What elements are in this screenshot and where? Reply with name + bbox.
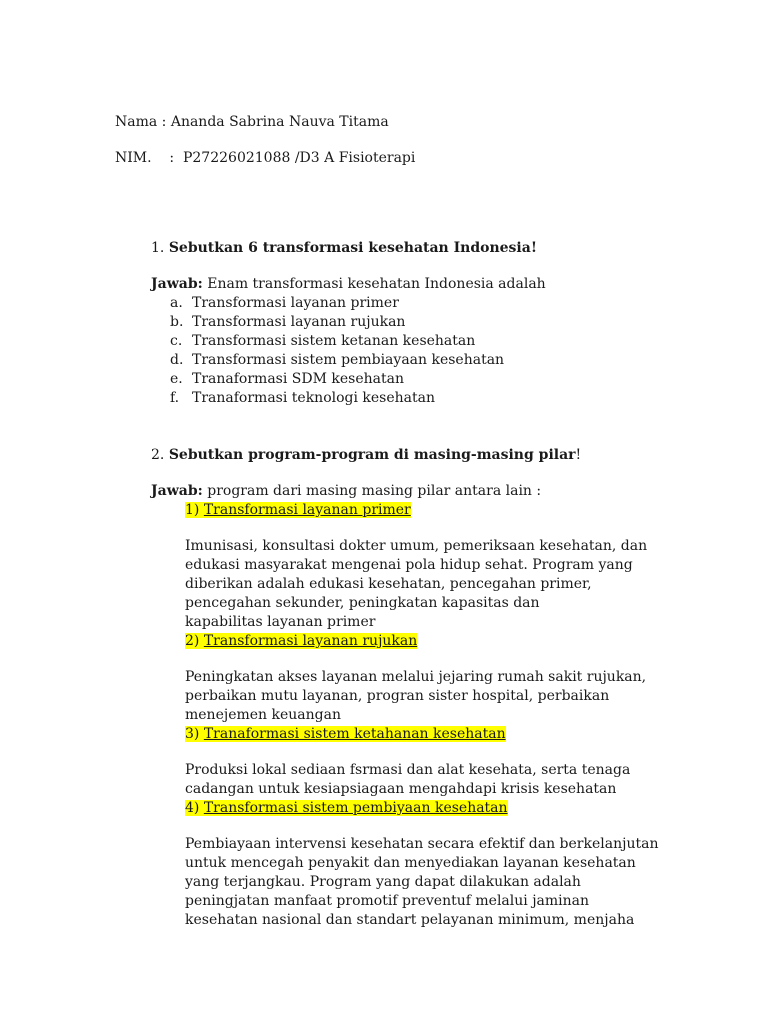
paragraph-line: cadangan untuk kesiapsiagaan mengahdapi krisis kesehatan — [185, 781, 617, 797]
list-marker: c. — [170, 333, 183, 349]
list-item — [170, 351, 504, 370]
pillar-heading — [185, 501, 411, 520]
answer-2-intro — [151, 482, 541, 501]
student-nim-line: NIM. : P27226021088 /D3 A Fisioterapi — [115, 150, 416, 166]
list-marker: b. — [170, 314, 184, 330]
pillar-number: 3) — [185, 726, 204, 742]
list-marker: a. — [170, 295, 183, 311]
pillar-heading — [185, 725, 506, 744]
list-item — [170, 370, 404, 389]
pillar-heading — [185, 632, 417, 651]
paragraph-line: edukasi masyarakat mengenai pola hidup sehat. Program yang — [185, 557, 633, 573]
question-1-number: 1. — [151, 240, 169, 256]
paragraph-line: menejemen keuangan — [185, 707, 341, 723]
pillar-heading — [185, 799, 508, 818]
list-item-text: Transformasi sistem ketanan kesehatan — [192, 333, 476, 349]
paragraph-line: Imunisasi, konsultasi dokter umum, pemeriksaan kesehatan, dan — [185, 538, 648, 554]
answer-2-label: Jawab: — [151, 483, 203, 499]
question-2-end: ! — [575, 447, 582, 463]
paragraph-line: Pembiayaan intervensi kesehatan secara efektif dan berkelanjutan — [185, 836, 659, 852]
paragraph-line: kapabilitas layanan primer — [185, 614, 376, 630]
question-1 — [151, 239, 537, 258]
pillar-title: Transformasi layanan rujukan — [203, 633, 418, 649]
list-item-text: Transformasi layanan primer — [192, 295, 399, 311]
paragraph-line: Peningkatan akses layanan melalui jejaring rumah sakit rujukan, — [185, 669, 647, 685]
list-item-text: Tranaformasi teknologi kesehatan — [192, 390, 436, 406]
paragraph-line: peningjatan manfaat promotif preventuf melalui jaminan — [185, 893, 590, 909]
pillar-number: 4) — [185, 800, 204, 816]
pillar-title: Tranaformasi sistem ketahanan kesehatan — [203, 726, 506, 742]
list-marker: e. — [170, 371, 183, 387]
student-name-line: Nama : Ananda Sabrina Nauva Titama — [115, 114, 389, 130]
answer-1-text: Enam transformasi kesehatan Indonesia adalah — [202, 276, 546, 292]
paragraph-line: Produksi lokal sediaan fsrmasi dan alat kesehata, serta tenaga — [185, 762, 631, 778]
list-item-text: Transformasi layanan rujukan — [192, 314, 406, 330]
answer-1-intro — [151, 275, 546, 294]
list-item — [170, 389, 435, 408]
list-marker: d. — [170, 352, 184, 368]
answer-1-label: Jawab: — [151, 276, 203, 292]
paragraph-line: pencegahan sekunder, peningkatan kapasitas dan — [185, 595, 540, 611]
list-item-text: Tranaformasi SDM kesehatan — [192, 371, 404, 387]
paragraph-line: diberikan adalah edukasi kesehatan, pencegahan primer, — [185, 576, 592, 592]
pillar-number: 2) — [185, 633, 204, 649]
answer-2-text: program dari masing masing pilar antara lain : — [202, 483, 542, 499]
paragraph-line: kesehatan nasional dan standart pelayanan minimum, menjaha — [185, 912, 635, 928]
question-2-number: 2. — [151, 447, 169, 463]
list-item-text: Transformasi sistem pembiayaan kesehatan — [192, 352, 505, 368]
paragraph-line: perbaikan mutu layanan, progran sister hospital, perbaikan — [185, 688, 610, 704]
list-item — [170, 313, 405, 332]
pillar-number: 1) — [185, 502, 204, 518]
list-marker: f. — [170, 390, 180, 406]
question-2 — [151, 446, 581, 465]
list-item — [170, 294, 399, 313]
question-1-text: Sebutkan 6 transformasi kesehatan Indonesia! — [168, 240, 537, 256]
question-2-text: Sebutkan program-program di masing-masing pilar — [168, 447, 576, 463]
paragraph-line: untuk mencegah penyakit dan menyediakan layanan kesehatan — [185, 855, 636, 871]
list-item — [170, 332, 475, 351]
pillar-title: Transformasi sistem pembiyaan kesehatan — [203, 800, 508, 816]
pillar-title: Transformasi layanan primer — [203, 502, 411, 518]
paragraph-line: yang terjangkau. Program yang dapat dilakukan adalah — [185, 874, 581, 890]
